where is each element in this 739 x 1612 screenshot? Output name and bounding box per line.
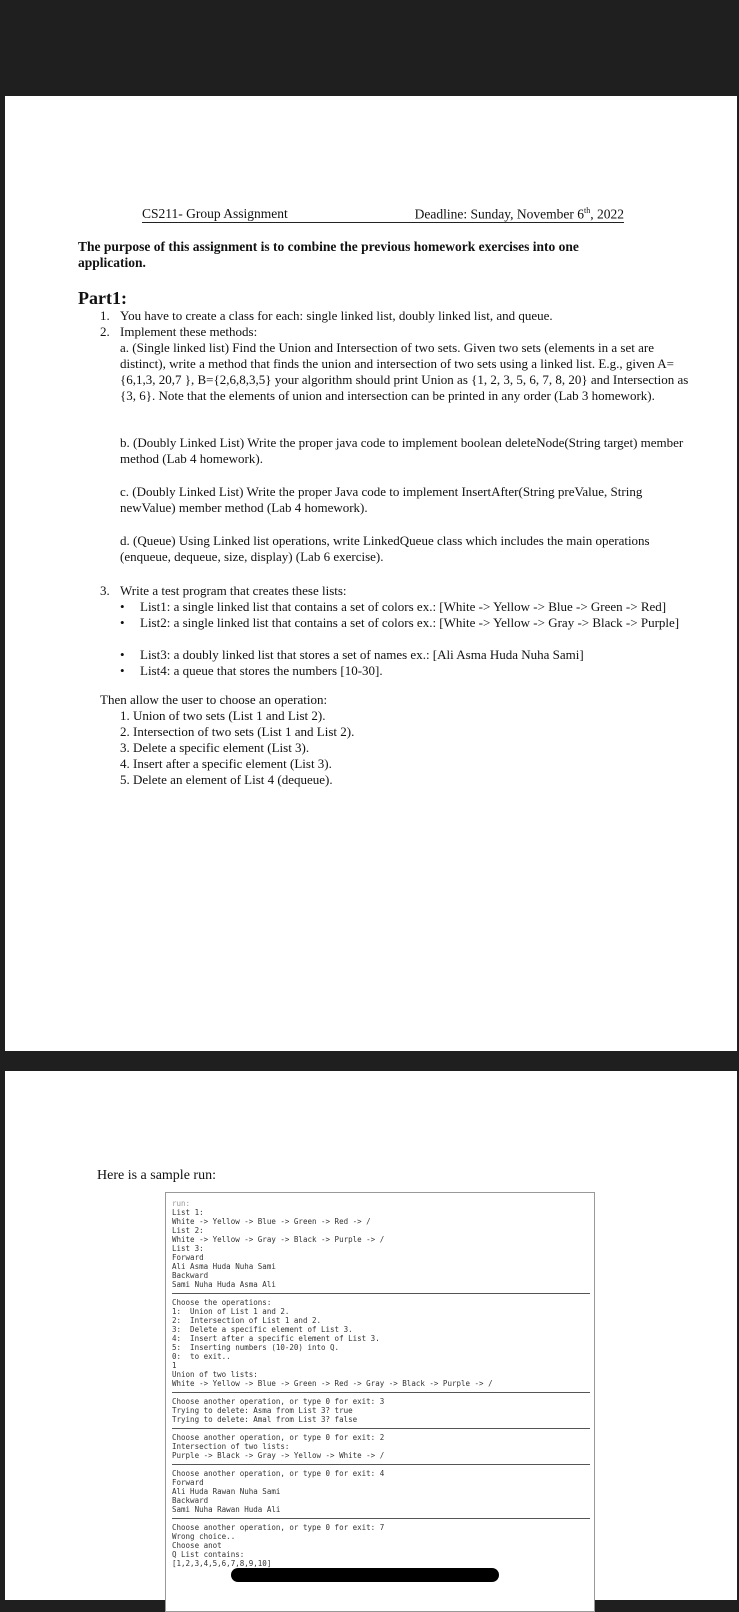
- divider: [172, 1392, 590, 1393]
- divider: [172, 1518, 590, 1519]
- item-2b: b. (Doubly Linked List) Write the proper java code to implement boolean deleteNode(String target) member method (Lab 4 homework).: [120, 435, 684, 466]
- item-2c: c. (Doubly Linked List) Write the proper Java code to implement InsertAfter(String preValue, String newValue) member method (Lab 4 homework).: [120, 484, 643, 515]
- console-line: Trying to delete: Amal from List 3? false: [172, 1415, 358, 1424]
- list3-description: List3: a doubly linked list that stores a set of names ex.: [Ali Asma Huda Nuha Sami]: [140, 647, 584, 662]
- console-line: 1: Union of List 1 and 2.: [172, 1307, 290, 1316]
- console-line: List 1:: [172, 1208, 204, 1217]
- console-line: Choose the operations:: [172, 1298, 272, 1307]
- console-block-queue: [172, 1523, 590, 1568]
- console-line: Choose another operation, or type 0 for exit: 7: [172, 1523, 385, 1532]
- item2-text: Implement these methods:: [120, 324, 258, 339]
- console-line: Ali Asma Huda Nuha Sami: [172, 1262, 276, 1271]
- console-line: 4: Insert after a specific element of List 3.: [172, 1334, 380, 1343]
- divider: [172, 1428, 590, 1429]
- operation-5: 5. Delete an element of List 4 (dequeue).: [120, 772, 333, 787]
- document-page-1: [5, 96, 737, 1051]
- console-line: 1: [172, 1361, 177, 1370]
- purpose-statement: The purpose of this assignment is to combine the previous homework exercises into one application.: [78, 239, 579, 270]
- operation-3: 3. Delete a specific element (List 3).: [120, 740, 310, 755]
- bullet-icon: •: [120, 647, 125, 662]
- page-header: [142, 206, 624, 223]
- console-line: [1,2,3,4,5,6,7,8,9,10]: [172, 1559, 272, 1568]
- console-run-label: run:: [172, 1199, 191, 1208]
- console-block-intersection: [172, 1433, 590, 1460]
- console-line: Q List contains:: [172, 1550, 245, 1559]
- item1-text: You have to create a class for each: single linked list, doubly linked list, and queue.: [120, 308, 553, 323]
- console-line: White -> Yellow -> Gray -> Black -> Purple -> /: [172, 1235, 385, 1244]
- console-line: Sami Nuha Rawan Huda Ali: [172, 1505, 281, 1514]
- console-line: Union of two lists:: [172, 1370, 258, 1379]
- console-line: Choose another operation, or type 0 for exit: 3: [172, 1397, 385, 1406]
- console-line: Trying to delete: Asma from List 3? true: [172, 1406, 353, 1415]
- console-line: List 2:: [172, 1226, 204, 1235]
- list4-description: List4: a queue that stores the numbers [10-30].: [140, 663, 383, 678]
- list2-description: List2: a single linked list that contains a set of colors ex.: [White -> Yellow -> Gray -> Black -> Purple]: [140, 615, 680, 630]
- console-line: Backward: [172, 1271, 209, 1280]
- console-line: 2: Intersection of List 1 and 2.: [172, 1316, 322, 1325]
- console-line: Forward: [172, 1253, 204, 1262]
- document-page-2: [5, 1071, 737, 1600]
- divider: [172, 1464, 590, 1465]
- console-line: 3: Delete a specific element of List 3.: [172, 1325, 353, 1334]
- console-line: List 3:: [172, 1244, 204, 1253]
- part1-heading: Part1:: [78, 288, 127, 308]
- console-line: Intersection of two lists:: [172, 1442, 290, 1451]
- item1-number: 1.: [100, 308, 110, 323]
- list1-description: List1: a single linked list that contains a set of colors ex.: [White -> Yellow -> Blue -> Green -> Red]: [140, 599, 667, 614]
- divider: [172, 1293, 590, 1294]
- console-line: Choose anot: [172, 1541, 222, 1550]
- console-block-lists: [172, 1208, 590, 1289]
- item-2d: d. (Queue) Using Linked list operations, write LinkedQueue class which includes the main operations (enqueue, dequeue, size, display) (Lab 6 exercise).: [120, 533, 650, 564]
- console-line: Forward: [172, 1478, 204, 1487]
- console-line: Purple -> Black -> Gray -> Yellow -> White -> /: [172, 1451, 385, 1460]
- console-line: Sami Nuha Huda Asma Ali: [172, 1280, 276, 1289]
- item-2a: a. (Single linked list) Find the Union and Intersection of two sets. Given two sets (elements in a set are distinct), write a method that finds the union and intersection of two sets using a linked list. E.g., given A= {6,1,3, 20,7 }, B={2,6,8,3,5} your algorithm should print Union as {1, 2, 3, 5, 6, 7, 8, 20} and Intersection as {3, 6}. Note that the elements of union and intersection can be printed in any order (Lab 3 homework).: [120, 340, 689, 403]
- operation-1: 1. Union of two sets (List 1 and List 2).: [120, 708, 326, 723]
- console-line: Choose another operation, or type 0 for exit: 4: [172, 1469, 385, 1478]
- console-block-delete: [172, 1397, 590, 1424]
- deadline-text: Deadline: Sunday, November 6: [414, 206, 585, 222]
- course-title: CS211- Group Assignment: [142, 206, 288, 221]
- console-line: 5: Inserting numbers (10-20) into Q.: [172, 1343, 340, 1352]
- bullet-icon: •: [120, 615, 125, 630]
- sample-run-label: Here is a sample run:: [97, 1168, 216, 1183]
- item2-number: 2.: [100, 324, 110, 339]
- console-line: Choose another operation, or type 0 for exit: 2: [172, 1433, 385, 1442]
- deadline: Deadline: Sunday, November 6th, 2022: [414, 206, 624, 222]
- console-line: Ali Huda Rawan Nuha Sami: [172, 1487, 281, 1496]
- item3-number: 3.: [100, 583, 110, 598]
- bullet-icon: •: [120, 599, 125, 614]
- console-line: Backward: [172, 1496, 209, 1505]
- console-output: [165, 1192, 595, 1612]
- operation-4: 4. Insert after a specific element (List 3).: [120, 756, 332, 771]
- console-line: White -> Yellow -> Blue -> Green -> Red -> /: [172, 1217, 371, 1226]
- console-block-insert: [172, 1469, 590, 1514]
- bullet-icon: •: [120, 663, 125, 678]
- redaction-mark: [231, 1568, 499, 1582]
- operations-intro: Then allow the user to choose an operation:: [100, 692, 328, 707]
- part1-body: [78, 308, 698, 1068]
- console-block-menu: [172, 1298, 590, 1388]
- operation-2: 2. Intersection of two sets (List 1 and List 2).: [120, 724, 355, 739]
- console-line: Wrong choice..: [172, 1532, 236, 1541]
- item3-text: Write a test program that creates these lists:: [120, 583, 347, 598]
- console-line: 0: to exit..: [172, 1352, 231, 1361]
- console-line: White -> Yellow -> Blue -> Green -> Red -> Gray -> Black -> Purple -> /: [172, 1379, 493, 1388]
